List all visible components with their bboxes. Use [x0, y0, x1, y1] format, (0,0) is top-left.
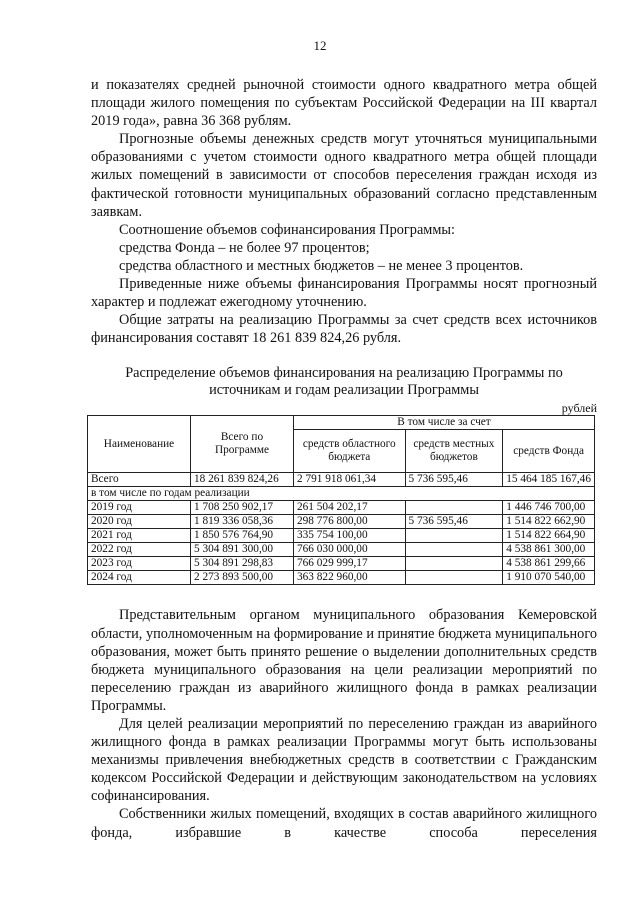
paragraph: средства Фонда – не более 97 процентов; [119, 239, 370, 256]
table-row-total [88, 473, 595, 487]
cell-fund: 4 538 861 299,66 [503, 557, 595, 571]
table-subheader-row [88, 487, 595, 501]
cell-name: 2023 год [88, 557, 191, 571]
cell-name: Всего [88, 473, 191, 487]
paragraph: Прогнозные объемы денежных средств могут уточняться муниципальными образованиями с учетом стоимости одного квадратного метра общей площади жилых помещений в зависимости от способов переселения граждан исходя из фактической готовности муниципальных образований согласно представленным заявкам. [91, 131, 597, 220]
paragraph: средства областного и местных бюджетов – не менее 3 процентов. [119, 257, 524, 274]
cell-fund: 1 514 822 664,90 [503, 529, 595, 543]
header-total: Всего по Программе [191, 416, 294, 473]
cell-regional: 261 504 202,17 [294, 501, 406, 515]
table-row [88, 501, 595, 515]
cell-total: 5 304 891 298,83 [191, 557, 294, 571]
cell-local [405, 557, 503, 571]
cell-name: 2022 год [88, 543, 191, 557]
header-group: В том числе за счет [294, 416, 595, 430]
cell-total: 2 273 893 500,00 [191, 571, 294, 585]
header-regional: средств областного бюджета [294, 430, 406, 473]
cell-local [405, 571, 503, 585]
cell-name: 2020 год [88, 515, 191, 529]
header-fund: средств Фонда [503, 430, 595, 473]
table-row [88, 543, 595, 557]
cell-regional: 766 029 999,17 [294, 557, 406, 571]
cell-total: 1 819 336 058,36 [191, 515, 294, 529]
paragraph: Для целей реализации мероприятий по переселению граждан из аварийного жилищного фонда в рамках реализации Программы могут быть использованы механизмы привлечения внебюджетных средств в соответствии с Гражданским кодексом Российской Федерации и действующим законодательством на условиях софинансирования. [91, 715, 597, 805]
cell-local: 5 736 595,46 [405, 515, 503, 529]
cell-regional: 2 791 918 061,34 [294, 473, 406, 487]
cell-local [405, 543, 503, 557]
cell-fund: 1 910 070 540,00 [503, 571, 595, 585]
cell-name: 2021 год [88, 529, 191, 543]
cell-fund: 4 538 861 300,00 [503, 543, 595, 557]
cell-total: 1 850 576 764,90 [191, 529, 294, 543]
cell-name: 2024 год [88, 571, 191, 585]
cell-regional: 335 754 100,00 [294, 529, 406, 543]
cell-name: 2019 год [88, 501, 191, 515]
cell-local [405, 529, 503, 543]
table-row [88, 515, 595, 529]
cell-subheader: в том числе по годам реализации [88, 487, 595, 501]
cell-regional: 363 822 960,00 [294, 571, 406, 585]
page-number: 12 [313, 38, 327, 53]
page-body [91, 76, 597, 842]
paragraph: Приведенные ниже объемы финансирования Программы носят прогнозный характер и подлежат ежегодному уточнению. [91, 276, 597, 311]
table-unit: рублей [561, 401, 597, 416]
cell-local [405, 501, 503, 515]
table-row [88, 557, 595, 571]
cell-fund: 1 446 746 700,00 [503, 501, 595, 515]
header-name: Наименование [88, 416, 191, 473]
cell-regional: 298 776 800,00 [294, 515, 406, 529]
header-local: средств местных бюджетов [405, 430, 503, 473]
paragraph: и показателях средней рыночной стоимости одного квадратного метра общей площади жилого помещения по субъектам Российской Федерации на III квартал 2019 года», равна 36 368 рублям. [91, 77, 597, 130]
cell-fund: 1 514 822 662,90 [503, 515, 595, 529]
paragraph: Общие затраты на реализацию Программы за счет средств всех источников финансирования составят 18 261 839 824,26 рубля. [91, 312, 597, 347]
cell-total: 1 708 250 902,17 [191, 501, 294, 515]
table-row [88, 529, 595, 543]
cell-fund: 15 464 185 167,46 [503, 473, 595, 487]
cell-total: 18 261 839 824,26 [191, 473, 294, 487]
cell-regional: 766 030 000,00 [294, 543, 406, 557]
paragraph: Собственники жилых помещений, входящих в состав аварийного жилищного фонда, избравшие в качестве способа переселения [91, 806, 597, 841]
cell-local: 5 736 595,46 [405, 473, 503, 487]
table-title: Распределение объемов финансирования на реализацию Программы по источникам и годам реализации Программы [125, 365, 563, 399]
cell-total: 5 304 891 300,00 [191, 543, 294, 557]
paragraph: Представительным органом муниципального образования Кемеровской области, уполномоченным на формирование и принятие бюджета муниципального образования, может быть принято решение о выделении дополнительных средств бюджета муниципального образования на цели реализации мероприятий по переселению граждан из аварийного жилищного фонда в рамках реализации Программы. [91, 607, 597, 714]
table-row [88, 571, 595, 585]
paragraph: Соотношение объемов софинансирования Программы: [119, 221, 455, 238]
financing-table [87, 415, 595, 585]
